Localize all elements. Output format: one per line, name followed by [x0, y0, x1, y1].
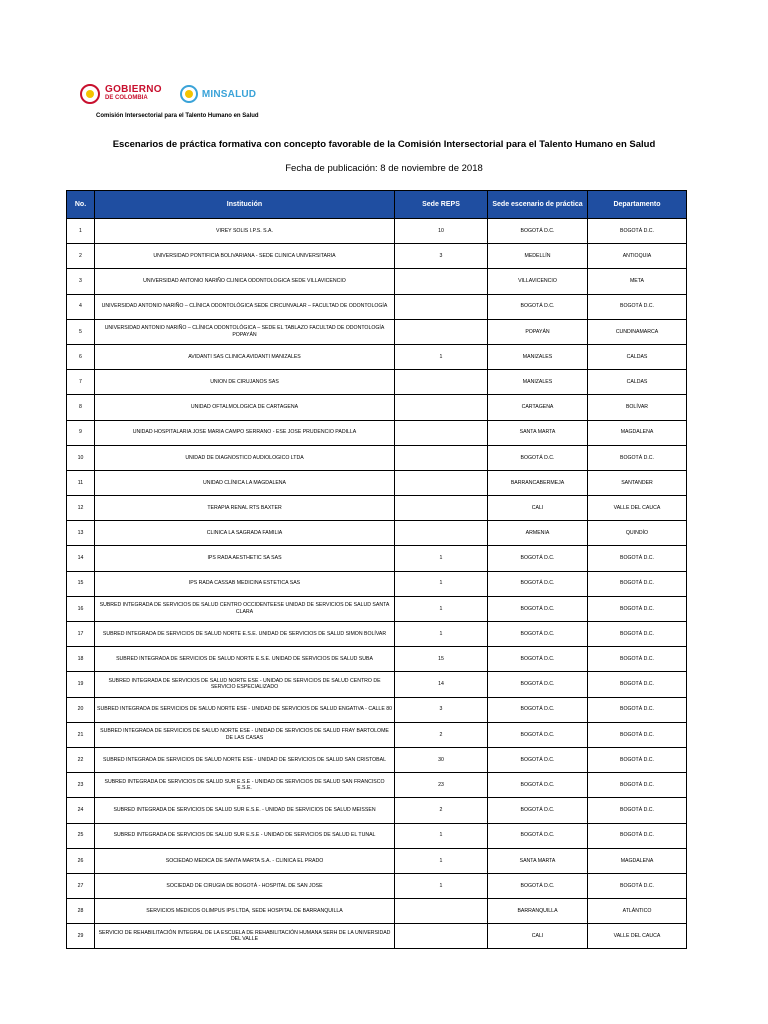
cell-institucion: UNIDAD HOSPITALARIA JOSE MARIA CAMPO SERRANO - ESE JOSE PRUDENCIO PADILLA	[95, 420, 395, 445]
cell-departamento: MAGDALENA	[588, 420, 687, 445]
cell-departamento: QUINDÍO	[588, 521, 687, 546]
cell-sede-escenario: BOGOTÁ D.C.	[488, 798, 588, 823]
table-row	[67, 546, 687, 571]
cell-sede-escenario: SANTA MARTA	[488, 420, 588, 445]
gobierno-logo-line2: DE COLOMBIA	[105, 95, 148, 101]
cell-no: 23	[67, 773, 95, 798]
cell-no: 14	[67, 546, 95, 571]
cell-sede-escenario: BOGOTÁ D.C.	[488, 672, 588, 697]
cell-sede-reps: 1	[395, 823, 488, 848]
table-row	[67, 622, 687, 647]
cell-departamento: BOGOTÁ D.C.	[588, 672, 687, 697]
cell-sede-reps	[395, 924, 488, 949]
column-header-departamento: Departamento	[588, 191, 687, 219]
table-row	[67, 244, 687, 269]
cell-sede-escenario: ARMENIA	[488, 521, 588, 546]
cell-departamento: BOGOTÁ D.C.	[588, 823, 687, 848]
cell-departamento: BOGOTÁ D.C.	[588, 219, 687, 244]
cell-sede-reps: 1	[395, 344, 488, 369]
cell-departamento: CUNDINAMARCA	[588, 319, 687, 344]
minsalud-logo-text: MINSALUD	[201, 88, 257, 100]
table-row	[67, 823, 687, 848]
table-row	[67, 924, 687, 949]
cell-sede-escenario: MANIZALES	[488, 370, 588, 395]
cell-departamento: BOGOTÁ D.C.	[588, 873, 687, 898]
cell-no: 13	[67, 521, 95, 546]
table-row	[67, 219, 687, 244]
cell-sede-escenario: BOGOTÁ D.C.	[488, 445, 588, 470]
cell-sede-escenario: VILLAVICENCIO	[488, 269, 588, 294]
cell-sede-escenario: BOGOTÁ D.C.	[488, 546, 588, 571]
cell-sede-reps	[395, 294, 488, 319]
minsalud-logo	[180, 85, 256, 103]
cell-sede-escenario: BOGOTÁ D.C.	[488, 647, 588, 672]
cell-departamento: BOLÍVAR	[588, 395, 687, 420]
table-row	[67, 370, 687, 395]
practice-sites-table	[66, 190, 687, 949]
cell-institucion: SUBRED INTEGRADA DE SERVICIOS DE SALUD NORTE ESE - UNIDAD DE SERVICIOS DE SALUD CENTRO DE SERVICIO ESPECIALIZADO	[95, 672, 395, 697]
cell-institucion: SUBRED INTEGRADA DE SERVICIOS DE SALUD SUR E.S.E - UNIDAD DE SERVICIOS DE SALUD SAN FRANCISCO E.S.E.	[95, 773, 395, 798]
cell-sede-reps: 2	[395, 722, 488, 747]
cell-departamento: BOGOTÁ D.C.	[588, 697, 687, 722]
cell-no: 19	[67, 672, 95, 697]
cell-sede-reps	[395, 420, 488, 445]
cell-no: 9	[67, 420, 95, 445]
cell-sede-reps	[395, 470, 488, 495]
cell-institucion: UNIVERSIDAD PONTIFICIA BOLIVARIANA - SEDE CLINICA UNIVERSITARIA	[95, 244, 395, 269]
cell-institucion: SOCIEDAD DE CIRUGIA DE BOGOTÁ - HOSPITAL DE SAN JOSE	[95, 873, 395, 898]
table-row	[67, 873, 687, 898]
cell-institucion: CLINICA LA SAGRADA FAMILIA	[95, 521, 395, 546]
table-row	[67, 596, 687, 621]
cell-departamento: BOGOTÁ D.C.	[588, 773, 687, 798]
org-name: Comisión Intersectorial para el Talento Humano en Salud	[96, 113, 259, 119]
cell-no: 8	[67, 395, 95, 420]
cell-departamento: VALLE DEL CAUCA	[588, 924, 687, 949]
cell-sede-reps: 2	[395, 798, 488, 823]
cell-departamento: BOGOTÁ D.C.	[588, 622, 687, 647]
cell-institucion: SUBRED INTEGRADA DE SERVICIOS DE SALUD NORTE E.S.E. UNIDAD DE SERVICIOS DE SALUD SUBA	[95, 647, 395, 672]
cell-departamento: CALDAS	[588, 344, 687, 369]
cell-sede-reps	[395, 496, 488, 521]
cell-departamento: ANTIOQUIA	[588, 244, 687, 269]
cell-institucion: IPS RADA CASSAB MEDICINA ESTETICA SAS	[95, 571, 395, 596]
cell-sede-escenario: BOGOTÁ D.C.	[488, 823, 588, 848]
table-row	[67, 798, 687, 823]
cell-institucion: UNIVERSIDAD ANTONIO NARIÑO CLINICA ODONTOLOGICA SEDE VILLAVICENCIO	[95, 269, 395, 294]
cell-institucion: UNIVERSIDAD ANTONIO NARIÑO – CLÍNICA ODONTOLÓGICA SEDE CIRCUNVALAR – FACULTAD DE ODONTOLOGÍA	[95, 294, 395, 319]
cell-sede-escenario: BOGOTÁ D.C.	[488, 571, 588, 596]
cell-sede-reps: 10	[395, 219, 488, 244]
cell-no: 10	[67, 445, 95, 470]
cell-no: 27	[67, 873, 95, 898]
cell-sede-escenario: BOGOTÁ D.C.	[488, 873, 588, 898]
cell-sede-escenario: POPAYÁN	[488, 319, 588, 344]
cell-institucion: UNION DE CIRUJANOS SAS	[95, 370, 395, 395]
cell-sede-reps	[395, 395, 488, 420]
cell-institucion: SERVICIO DE REHABILITACIÓN INTEGRAL DE LA ESCUELA DE REHABILITACIÓN HUMANA SERH DE LA UNIVERSIDAD DEL VALLE	[95, 924, 395, 949]
table-row	[67, 747, 687, 772]
cell-sede-reps	[395, 899, 488, 924]
cell-departamento: BOGOTÁ D.C.	[588, 571, 687, 596]
cell-no: 25	[67, 823, 95, 848]
cell-no: 26	[67, 848, 95, 873]
cell-sede-escenario: BARRANQUILLA	[488, 899, 588, 924]
table-body	[67, 219, 687, 949]
table-row	[67, 294, 687, 319]
cell-institucion: SUBRED INTEGRADA DE SERVICIOS DE SALUD NORTE E.S.E. UNIDAD DE SERVICIOS DE SALUD SIMON BOLÍVAR	[95, 622, 395, 647]
cell-institucion: SUBRED INTEGRADA DE SERVICIOS DE SALUD NORTE ESE - UNIDAD DE SERVICIOS DE SALUD SAN CRISTOBAL	[95, 747, 395, 772]
cell-sede-reps: 15	[395, 647, 488, 672]
cell-departamento: BOGOTÁ D.C.	[588, 546, 687, 571]
column-header-no: No.	[67, 191, 95, 219]
cell-sede-escenario: SANTA MARTA	[488, 848, 588, 873]
table-row	[67, 722, 687, 747]
cell-sede-reps: 14	[395, 672, 488, 697]
cell-sede-reps	[395, 445, 488, 470]
cell-no: 24	[67, 798, 95, 823]
cell-sede-reps: 3	[395, 697, 488, 722]
cell-no: 7	[67, 370, 95, 395]
cell-sede-reps: 1	[395, 546, 488, 571]
table-row	[67, 496, 687, 521]
table-row	[67, 395, 687, 420]
cell-sede-reps: 1	[395, 596, 488, 621]
cell-sede-reps: 3	[395, 244, 488, 269]
cell-institucion: IPS RADA AESTHETIC SA SAS	[95, 546, 395, 571]
cell-departamento: META	[588, 269, 687, 294]
page-title: Escenarios de práctica formativa con concepto favorable de la Comisión Intersectorial para el Talento Humano en Salud	[112, 139, 656, 150]
table-row	[67, 571, 687, 596]
cell-sede-reps: 1	[395, 622, 488, 647]
cell-no: 16	[67, 596, 95, 621]
cell-no: 3	[67, 269, 95, 294]
cell-no: 22	[67, 747, 95, 772]
cell-departamento: BOGOTÁ D.C.	[588, 294, 687, 319]
cell-departamento: BOGOTÁ D.C.	[588, 596, 687, 621]
cell-sede-escenario: CARTAGENA	[488, 395, 588, 420]
cell-sede-escenario: BOGOTÁ D.C.	[488, 773, 588, 798]
cell-departamento: SANTANDER	[588, 470, 687, 495]
cell-sede-reps	[395, 319, 488, 344]
cell-institucion: VIREY SOLIS I.P.S. S.A.	[95, 219, 395, 244]
gobierno-logo-line1: GOBIERNO	[105, 84, 162, 95]
cell-institucion: SUBRED INTEGRADA DE SERVICIOS DE SALUD NORTE ESE - UNIDAD DE SERVICIOS DE SALUD FRAY BARTOLOME DE LAS CASAS	[95, 722, 395, 747]
table-row	[67, 773, 687, 798]
cell-departamento: BOGOTÁ D.C.	[588, 747, 687, 772]
cell-institucion: SOCIEDAD MEDICA DE SANTA MARTA S.A. - CLINICA EL PRADO	[95, 848, 395, 873]
cell-institucion: UNIDAD OFTALMOLOGICA DE CARTAGENA	[95, 395, 395, 420]
cell-no: 12	[67, 496, 95, 521]
cell-institucion: UNIDAD DE DIAGNOSTICO AUDIOLOGICO LTDA	[95, 445, 395, 470]
cell-departamento: CALDAS	[588, 370, 687, 395]
cell-sede-escenario: BOGOTÁ D.C.	[488, 622, 588, 647]
table-row	[67, 647, 687, 672]
cell-sede-escenario: CALI	[488, 924, 588, 949]
cell-institucion: SUBRED INTEGRADA DE SERVICIOS DE SALUD SUR E.S.E - UNIDAD DE SERVICIOS DE SALUD EL TUNAL	[95, 823, 395, 848]
minsalud-seal-icon	[180, 85, 198, 103]
cell-departamento: VALLE DEL CAUCA	[588, 496, 687, 521]
cell-no: 1	[67, 219, 95, 244]
table-row	[67, 445, 687, 470]
cell-departamento: BOGOTÁ D.C.	[588, 722, 687, 747]
cell-sede-escenario: MANIZALES	[488, 344, 588, 369]
cell-no: 28	[67, 899, 95, 924]
cell-institucion: AVIDANTI SAS CLINICA AVIDANTI MANIZALES	[95, 344, 395, 369]
cell-sede-escenario: CALI	[488, 496, 588, 521]
cell-institucion: SUBRED INTEGRADA DE SERVICIOS DE SALUD CENTRO OCCIDENTEESE UNIDAD DE SERVICIOS DE SALUD SANTA CLARA	[95, 596, 395, 621]
cell-sede-reps: 1	[395, 848, 488, 873]
cell-institucion: UNIVERSIDAD ANTONIO NARIÑO – CLÍNICA ODONTOLÓGICA – SEDE EL TABLAZO FACULTAD DE ODONTOLOGÍA POPAYÁN	[95, 319, 395, 344]
table-row	[67, 420, 687, 445]
cell-institucion: SUBRED INTEGRADA DE SERVICIOS DE SALUD SUR E.S.E. - UNIDAD DE SERVICIOS DE SALUD MEISSEN	[95, 798, 395, 823]
cell-no: 5	[67, 319, 95, 344]
cell-no: 21	[67, 722, 95, 747]
cell-sede-escenario: BOGOTÁ D.C.	[488, 722, 588, 747]
cell-no: 6	[67, 344, 95, 369]
cell-sede-reps	[395, 521, 488, 546]
cell-sede-escenario: BOGOTÁ D.C.	[488, 697, 588, 722]
cell-sede-reps: 30	[395, 747, 488, 772]
publication-date: Fecha de publicación: 8 de noviembre de 2018	[285, 163, 483, 174]
cell-sede-escenario: BOGOTÁ D.C.	[488, 219, 588, 244]
table-row	[67, 319, 687, 344]
cell-departamento: BOGOTÁ D.C.	[588, 798, 687, 823]
gobierno-logo	[80, 84, 162, 104]
cell-sede-escenario: BOGOTÁ D.C.	[488, 596, 588, 621]
cell-sede-escenario: BOGOTÁ D.C.	[488, 747, 588, 772]
cell-sede-reps: 1	[395, 873, 488, 898]
cell-departamento: BOGOTÁ D.C.	[588, 647, 687, 672]
cell-sede-escenario: BARRANCABERMEJA	[488, 470, 588, 495]
cell-no: 15	[67, 571, 95, 596]
cell-institucion: SERVICIOS MEDICOS OLIMPUS IPS LTDA, SEDE HOSPITAL DE BARRANQUILLA	[95, 899, 395, 924]
table-row	[67, 848, 687, 873]
table-row	[67, 269, 687, 294]
cell-no: 2	[67, 244, 95, 269]
cell-sede-escenario: BOGOTÁ D.C.	[488, 294, 588, 319]
cell-no: 4	[67, 294, 95, 319]
cell-institucion: TERAPIA RENAL RTS BAXTER	[95, 496, 395, 521]
table-row	[67, 521, 687, 546]
cell-no: 20	[67, 697, 95, 722]
cell-no: 29	[67, 924, 95, 949]
cell-institucion: SUBRED INTEGRADA DE SERVICIOS DE SALUD NORTE ESE - UNIDAD DE SERVICIOS DE SALUD ENGATIVA - CALLE 80	[95, 697, 395, 722]
header-logos	[80, 80, 256, 108]
cell-no: 18	[67, 647, 95, 672]
table-row	[67, 470, 687, 495]
table-row	[67, 672, 687, 697]
table-row	[67, 344, 687, 369]
column-header-sede-reps: Sede REPS	[395, 191, 488, 219]
column-header-sede-escenario: Sede escenario de práctica	[488, 191, 588, 219]
cell-institucion: UNIDAD CLÍNICA LA MAGDALENA	[95, 470, 395, 495]
cell-no: 17	[67, 622, 95, 647]
cell-sede-escenario: MEDELLÍN	[488, 244, 588, 269]
cell-sede-reps: 1	[395, 571, 488, 596]
cell-departamento: MAGDALENA	[588, 848, 687, 873]
table-header-row	[67, 191, 687, 219]
colombia-seal-icon	[80, 84, 100, 104]
cell-sede-reps	[395, 370, 488, 395]
cell-sede-reps: 23	[395, 773, 488, 798]
cell-sede-reps	[395, 269, 488, 294]
cell-departamento: ATLÁNTICO	[588, 899, 687, 924]
table-row	[67, 697, 687, 722]
cell-no: 11	[67, 470, 95, 495]
cell-departamento: BOGOTÁ D.C.	[588, 445, 687, 470]
column-header-institucion: Institución	[95, 191, 395, 219]
table-row	[67, 899, 687, 924]
